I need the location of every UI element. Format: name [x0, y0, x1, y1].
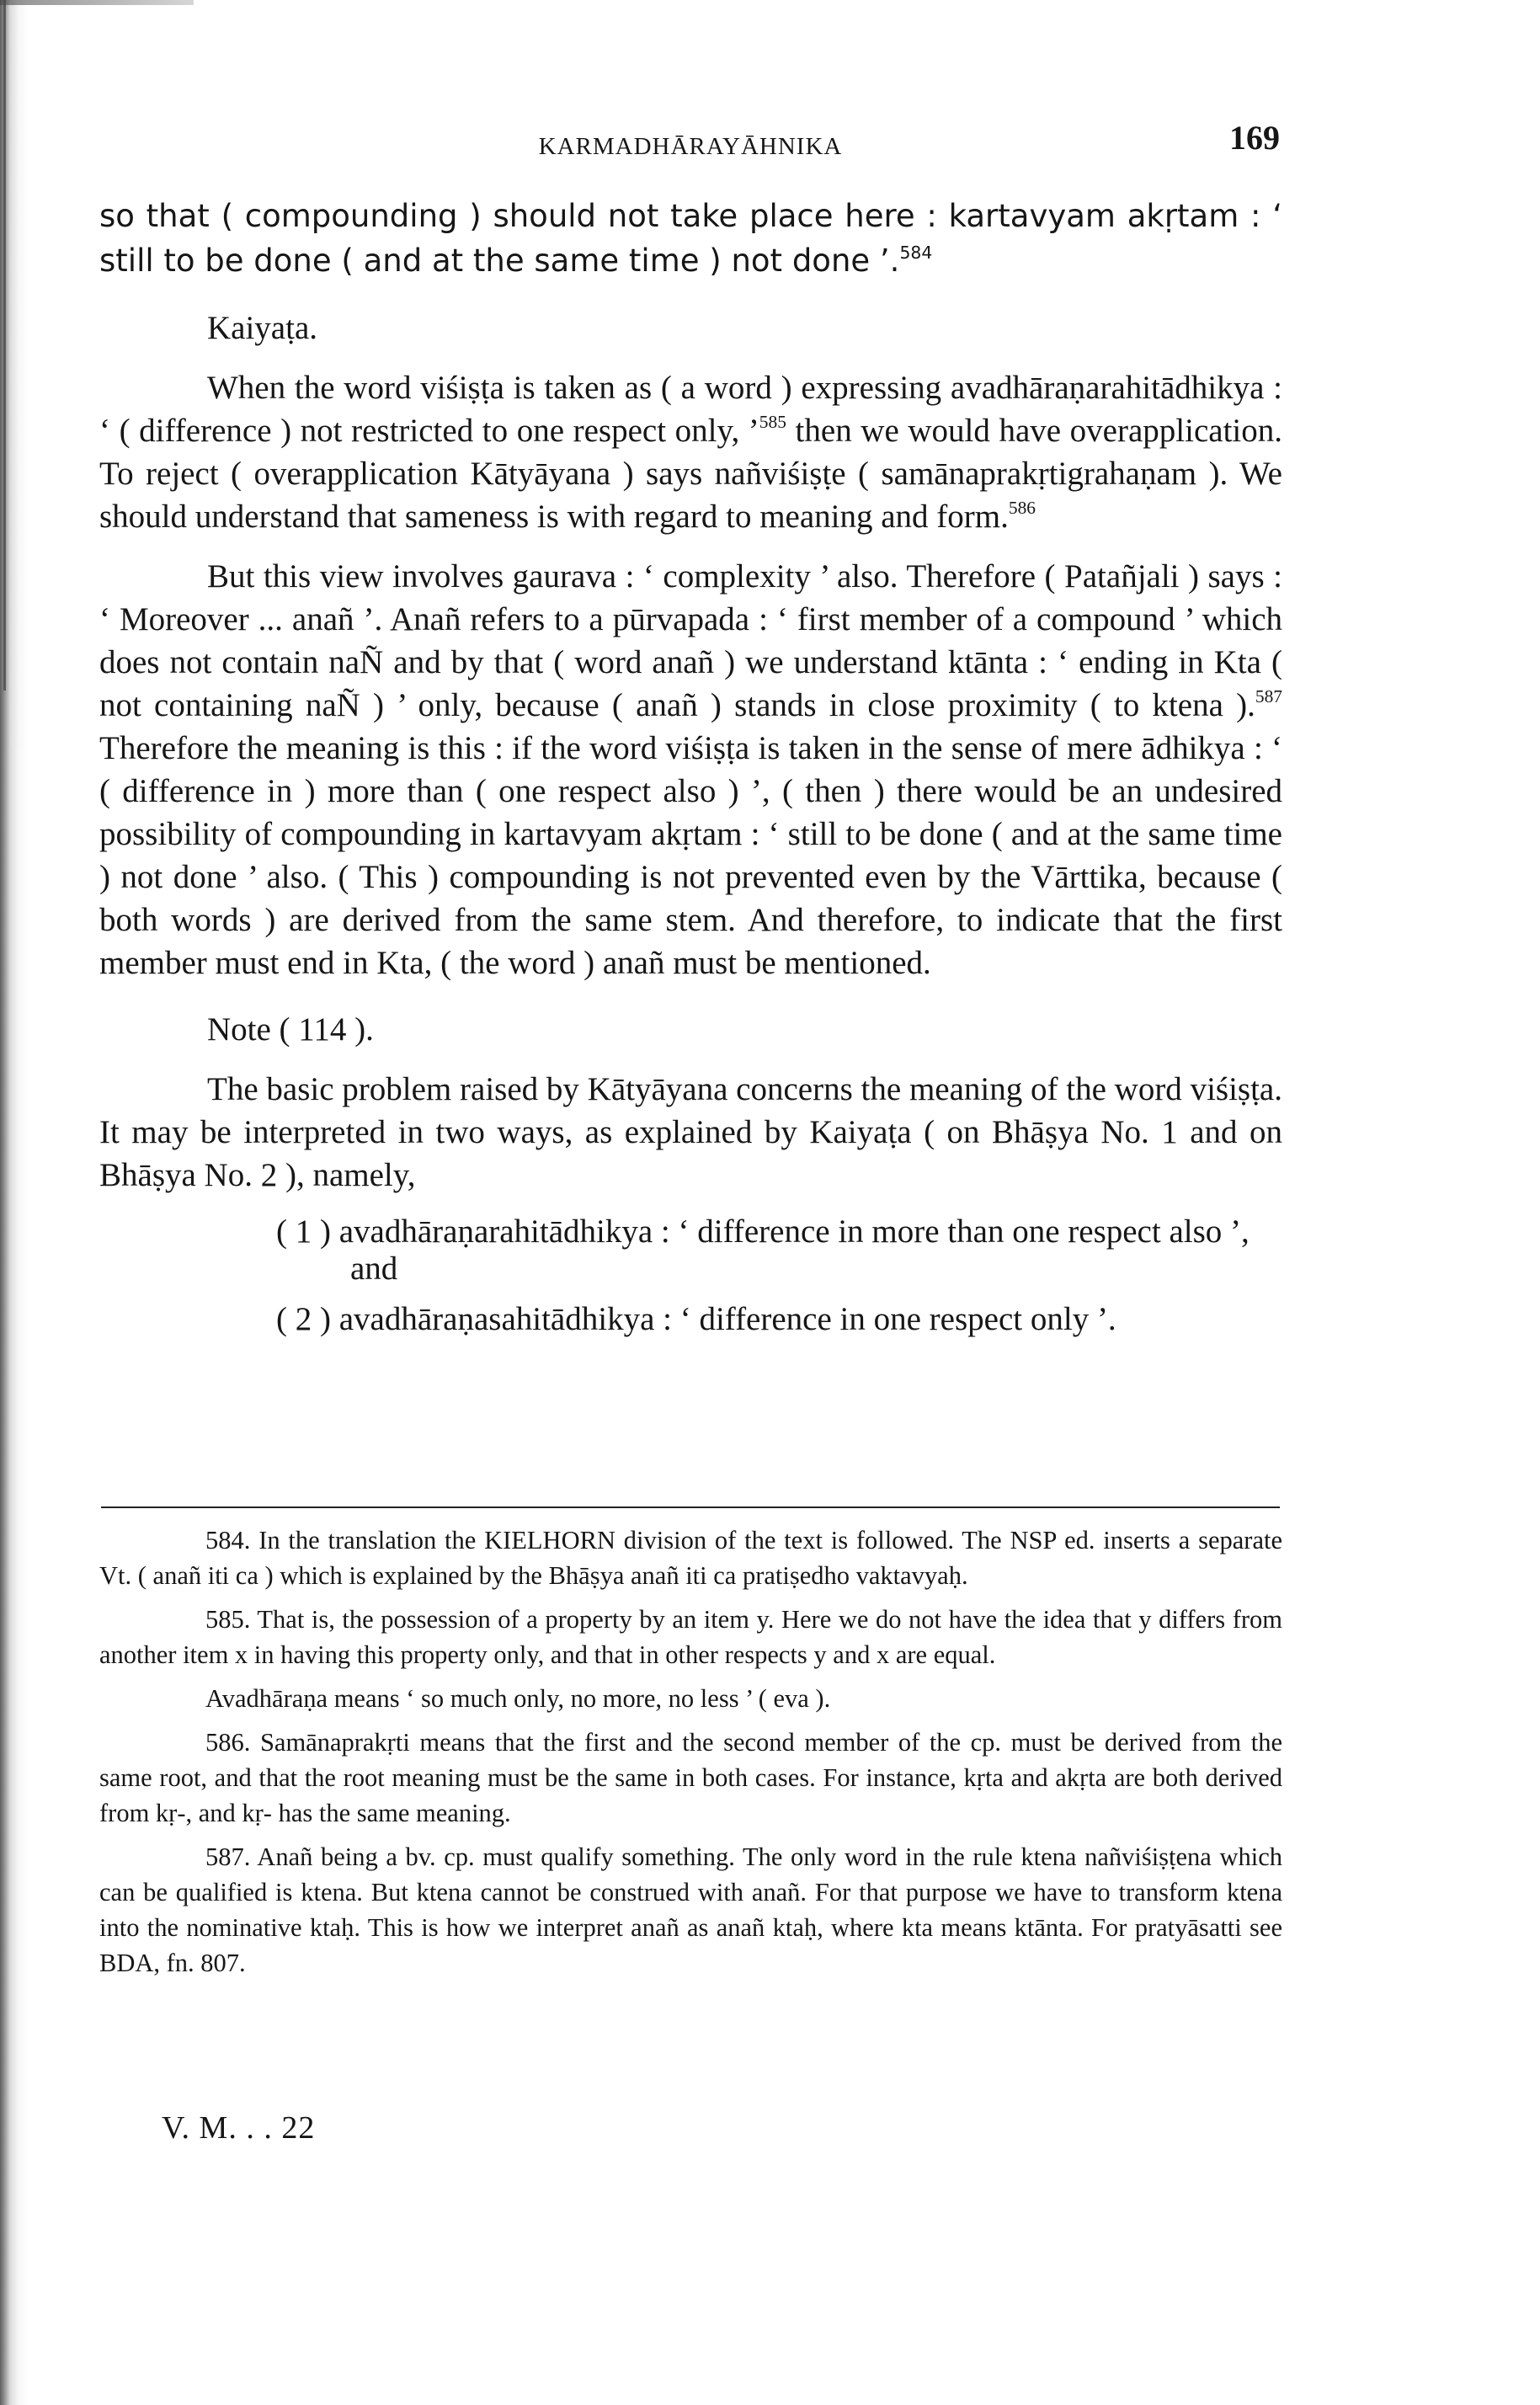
paragraph-gaurava	[99, 555, 1282, 984]
list-item: ( 2 ) avadhāraṇasahitādhikya : ‘ difference in one respect only ’.	[276, 1301, 1116, 1337]
page-number: 169	[1229, 119, 1280, 157]
footnote-ref-587: 587	[1255, 685, 1282, 707]
footnote-divider	[101, 1506, 1280, 1508]
paragraph-kaiyata	[99, 366, 1282, 538]
footnotes	[99, 1522, 1282, 1989]
running-head: KARMADHĀRAYĀHNIKA	[538, 133, 843, 160]
footnote-585: 585. That is, the possession of a property by an item y. Here we do not have the idea that y differs from another item x in having this property only, and that in other respects y and x are equal.	[99, 1605, 1282, 1669]
footnote-584: 584. In the translation the KIELHORN division of the text is followed. The NSP ed. inserts a separate Vt. ( anañ iti ca ) which is explained by the Bhāṣya anañ iti ca pratiṣedho vaktavyaḥ.	[99, 1526, 1282, 1590]
note-heading: Note ( 114 ).	[207, 1011, 374, 1048]
signature-mark: V. M. . . 22	[162, 2110, 316, 2146]
footnote-ref-585: 585	[759, 411, 786, 432]
footnote-ref-584: 584	[899, 242, 933, 263]
paragraph-text: Therefore the meaning is this : if the word viśiṣṭa is taken in the sense of mere ādhikya : ‘ ( difference in ) more than ( one respect also ) ’, ( then ) there would be an undesired possibility of compounding in kartavyam akṛtam : ‘ still to be done ( and at the same time ) not done ’ also. ( This ) compounding is not prevented even by the Vārttika, because ( both words ) are derived from the same stem. And therefore, to indicate that the first member must end in Kta, ( the word ) anañ must be mentioned.	[99, 730, 1282, 981]
footnote-585-continuation: Avadhāraṇa means ‘ so much only, no more, no less ’ ( eva ).	[205, 1684, 831, 1713]
kaiyata-heading: Kaiyaṭa.	[207, 310, 318, 346]
footnote-586: 586. Samānaprakṛti means that the first and the second member of the cp. must be derived from the same root, and that the root meaning must be the same in both cases. For instance, kṛta and akṛta are both derived from kṛ-, and kṛ- has the same meaning.	[99, 1728, 1282, 1827]
scan-top-edge	[0, 0, 194, 5]
scan-binding-shadow	[0, 0, 29, 2405]
footnote-ref-586: 586	[1008, 497, 1036, 518]
paragraph-note: The basic problem raised by Kātyāyana concerns the meaning of the word viśiṣṭa. It may be interpreted in two ways, as explained by Kaiyaṭa ( on Bhāṣya No. 1 and on Bhāṣya No. 2 ), namely,	[99, 1071, 1282, 1193]
intro-paragraph	[99, 194, 1282, 283]
list-item: ( 1 ) avadhāraṇarahitādhikya : ‘ difference in more than one respect also ’, and	[276, 1213, 1250, 1287]
page-header	[101, 118, 1280, 168]
paragraph-text: When the word viśiṣṭa is taken as ( a word ) expressing avadhāraṇarahitādhikya : ‘ ( difference ) not restricted to one respect only, ’	[99, 370, 1282, 449]
intro-text: so that ( compounding ) should not take place here : kartavyam akṛtam : ‘ still to be done ( and at the same time ) not done ’.	[99, 198, 1282, 279]
main-text	[99, 194, 1282, 1345]
paragraph-text: But this view involves gaurava : ‘ complexity ’ also. Therefore ( Patañjali ) says : ‘ Moreover ... anañ ’. Anañ refers to a pūrvapada : ‘ first member of a compound ’ which does not contain naÑ and by that ( word anañ ) we understand ktānta : ‘ ending in Kta ( not containing naÑ ) ’ only, because ( anañ ) stands in close proximity ( to ktena ).	[99, 558, 1282, 723]
paragraph-text: then we would have overapplication. To reject ( overapplication Kātyāyana ) says nañviśiṣṭe ( samānaprakṛtigrahaṇam ). We should understand that sameness is with regard to meaning and form.	[99, 413, 1282, 535]
footnote-587: 587. Anañ being a bv. cp. must qualify something. The only word in the rule ktena nañviśiṣṭena which can be qualified is ktena. But ktena cannot be construed with anañ. For that purpose we have to transform ktena into the nominative ktaḥ. This is how we interpret anañ as anañ ktaḥ, where kta means ktānta. For pratyāsatti see BDA, fn. 807.	[99, 1842, 1282, 1977]
